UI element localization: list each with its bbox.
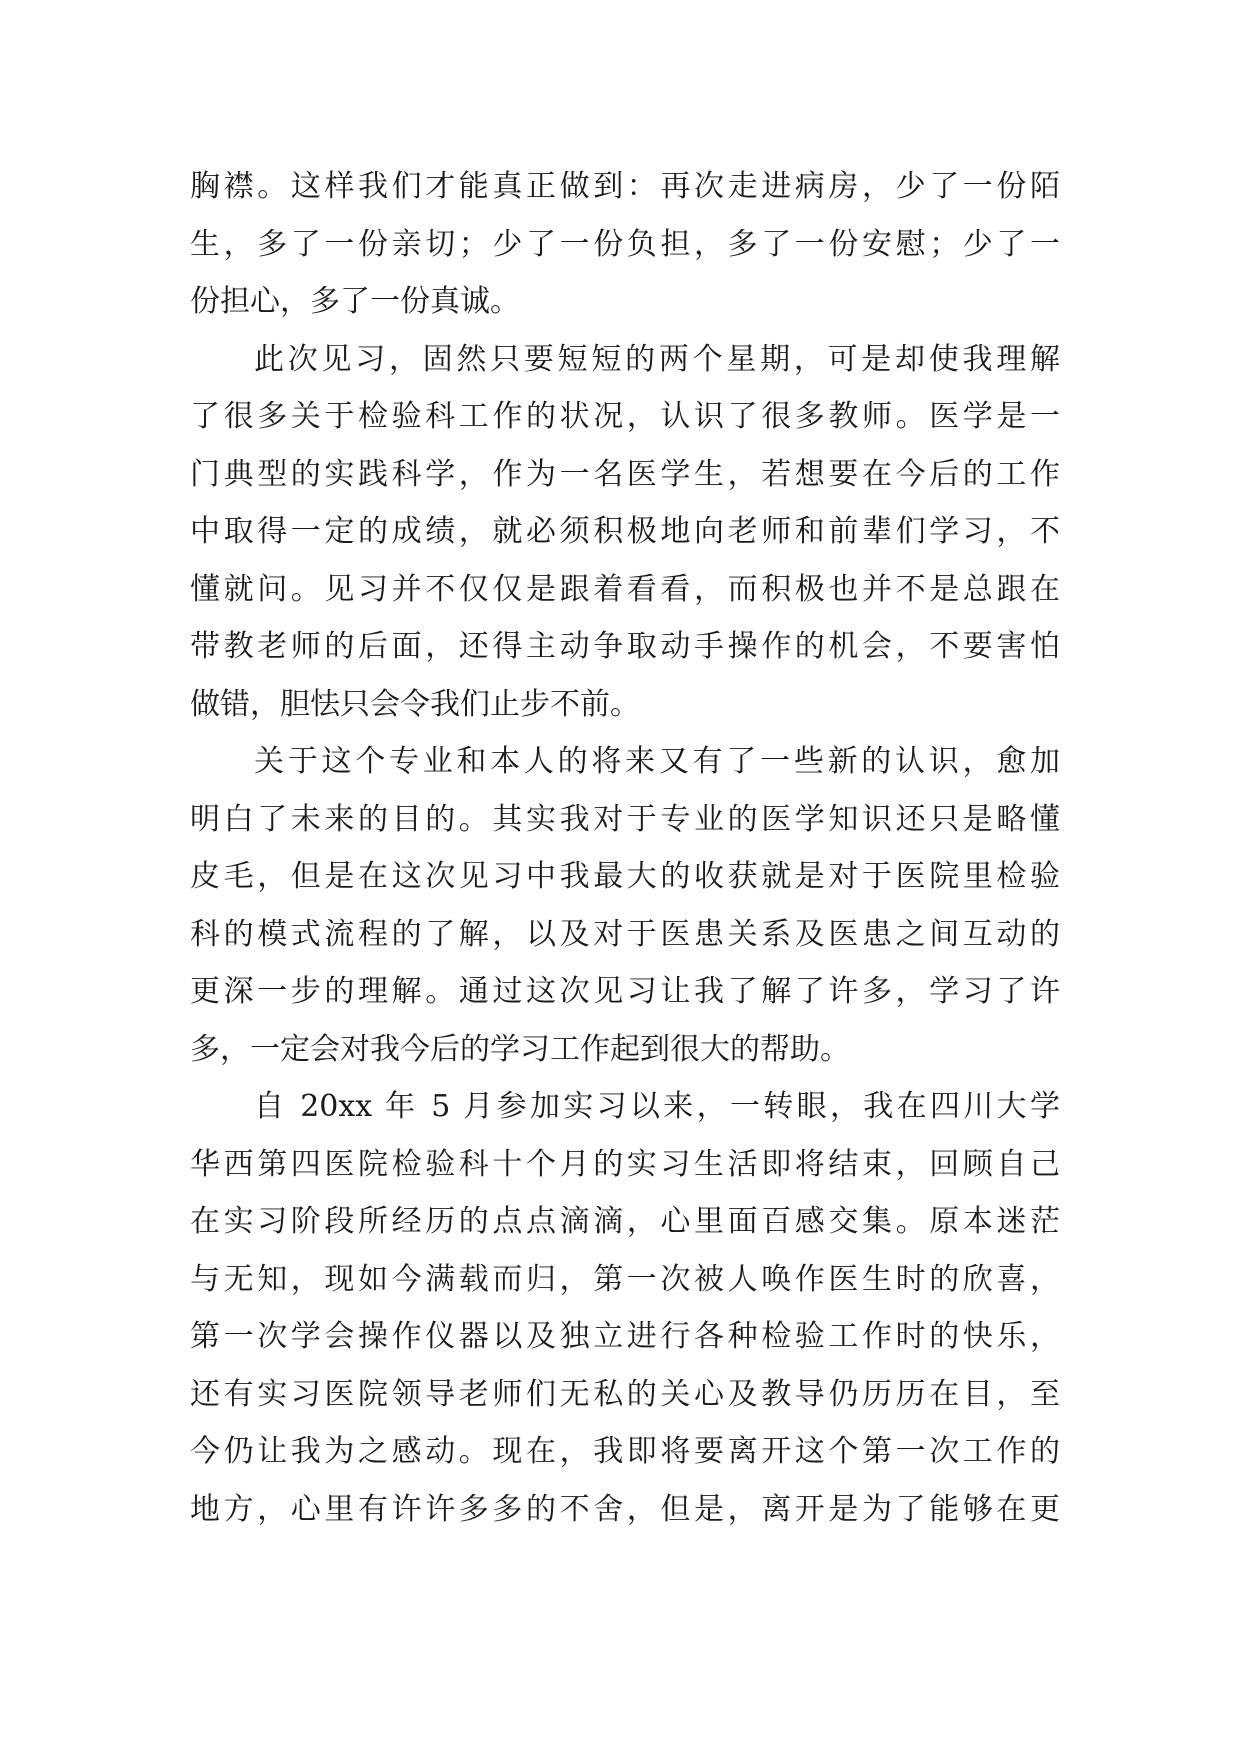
text-line: 生，多了一份亲切；少了一份负担，多了一份安慰；少了一 bbox=[190, 226, 1060, 262]
text-line: 皮毛，但是在这次见习中我最大的收获就是对于医院里检验 bbox=[190, 859, 1060, 894]
text-line: 自 20xx 年 5 月参加实习以来，一转眼，我在四川大学 bbox=[254, 1089, 1060, 1124]
text-line: 更深一步的理解。通过这次见习让我了解了许多，学习了许 bbox=[190, 974, 1060, 1009]
document-body bbox=[190, 158, 1060, 1538]
text-line: 了很多关于检验科工作的状况，认识了很多教师。医学是一 bbox=[190, 399, 1060, 434]
text-line: 带教老师的后面，还得主动争取动手操作的机会，不要害怕 bbox=[190, 629, 1060, 664]
text-line: 明白了未来的目的。其实我对于专业的医学知识还只是略懂 bbox=[190, 801, 1060, 837]
text-line: 与无知，现如今满载而归，第一次被人唤作医生时的欣喜， bbox=[190, 1261, 1060, 1297]
text-line: 做错，胆怯只会令我们止步不前。 bbox=[190, 686, 640, 722]
text-line: 科的模式流程的了解，以及对于医患关系及医患之间互动的 bbox=[190, 916, 1060, 952]
text-line: 胸襟。这样我们才能真正做到：再次走进病房，少了一份陌 bbox=[190, 169, 1060, 204]
text-line: 懂就问。见习并不仅仅是跟着看看，而积极也并不是总跟在 bbox=[190, 571, 1060, 607]
text-line: 门典型的实践科学，作为一名医学生，若想要在今后的工作 bbox=[190, 456, 1060, 492]
text-line: 今仍让我为之感动。现在，我即将要离开这个第一次工作的 bbox=[190, 1434, 1060, 1469]
text-line: 多，一定会对我今后的学习工作起到很大的帮助。 bbox=[190, 1031, 850, 1067]
text-line: 在实习阶段所经历的点点滴滴，心里面百感交集。原本迷茫 bbox=[190, 1204, 1060, 1239]
text-line: 华西第四医院检验科十个月的实习生活即将结束，回顾自己 bbox=[190, 1146, 1060, 1182]
text-line: 份担心，多了一份真诚。 bbox=[190, 284, 520, 319]
text-line: 第一次学会操作仪器以及独立进行各种检验工作时的快乐， bbox=[190, 1319, 1060, 1354]
text-line: 此次见习，固然只要短短的两个星期，可是却使我理解 bbox=[254, 341, 1060, 377]
text-line: 还有实习医院领导老师们无私的关心及教导仍历历在目，至 bbox=[190, 1376, 1060, 1412]
text-line: 地方，心里有许许多多的不舍，但是，离开是为了能够在更 bbox=[190, 1491, 1060, 1527]
text-line: 中取得一定的成绩，就必须积极地向老师和前辈们学习，不 bbox=[190, 514, 1060, 549]
text-line: 关于这个专业和本人的将来又有了一些新的认识，愈加 bbox=[254, 744, 1060, 779]
